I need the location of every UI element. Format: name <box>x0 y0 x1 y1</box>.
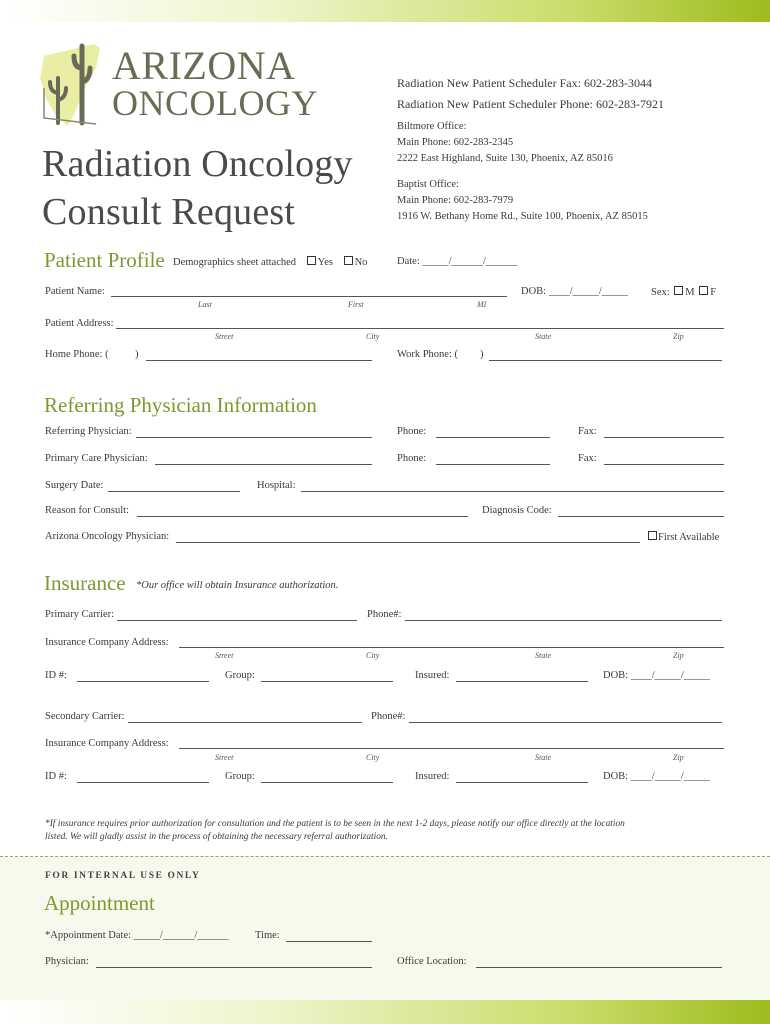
secondary-street-sublabel: Street <box>215 753 234 762</box>
primary-phone-field[interactable] <box>405 620 722 621</box>
pcp-field[interactable] <box>155 464 372 465</box>
baptist-label: Baptist Office: <box>397 179 459 190</box>
referring-physician-field[interactable] <box>136 437 372 438</box>
surgery-date-label: Surgery Date: <box>45 480 104 491</box>
mi-sublabel: MI <box>477 300 487 309</box>
biltmore-label: Biltmore Office: <box>397 121 467 132</box>
work-phone-paren: ) <box>480 349 484 360</box>
demographics-no-checkbox[interactable] <box>344 256 353 265</box>
secondary-insured-field[interactable] <box>456 782 588 783</box>
primary-group-field[interactable] <box>261 681 393 682</box>
appointment-time-field[interactable] <box>286 941 372 942</box>
secondary-id-label: ID #: <box>45 771 67 782</box>
pcp-phone-label: Phone: <box>397 453 427 464</box>
sex-field <box>651 286 716 298</box>
work-phone-label: Work Phone: ( <box>397 349 458 360</box>
reason-field[interactable] <box>137 516 468 517</box>
appointment-heading: Appointment <box>44 891 155 915</box>
secondary-company-address-field[interactable] <box>179 748 724 749</box>
logo-text-oncology: ONCOLOGY <box>112 83 318 123</box>
zip-sublabel: Zip <box>673 332 684 341</box>
yes-label: Yes <box>317 257 333 268</box>
insurance-footnote-line2: listed. We will gladly assist in the process of obtaining the necessary referral authorization. <box>45 832 388 842</box>
logo-text-arizona: ARIZONA <box>112 43 296 88</box>
secondary-phone-label: Phone#: <box>371 711 406 722</box>
patient-name-field[interactable] <box>111 296 507 297</box>
appointment-physician-label: Physician: <box>45 956 89 967</box>
referring-physician-label: Referring Physician: <box>45 426 132 437</box>
city-sublabel: City <box>366 332 380 341</box>
no-label: No <box>354 257 368 268</box>
patient-profile-heading: Patient Profile <box>44 248 165 272</box>
pcp-label: Primary Care Physician: <box>45 453 148 464</box>
last-sublabel: Last <box>198 300 212 309</box>
primary-group-label: Group: <box>225 670 255 681</box>
appointment-date-field[interactable]: *Appointment Date: _____/______/______ <box>45 930 229 941</box>
baptist-address: 1916 W. Bethany Home Rd., Suite 100, Phoenix, AZ 85015 <box>397 211 648 222</box>
state-sublabel: State <box>535 332 551 341</box>
primary-dob-field[interactable]: DOB: ____/_____/_____ <box>603 670 711 681</box>
first-available-option <box>648 531 719 543</box>
insurance-note: *Our office will obtain Insurance authorization. <box>136 580 339 591</box>
primary-id-field[interactable] <box>77 681 209 682</box>
primary-city-sublabel: City <box>366 651 380 660</box>
secondary-state-sublabel: State <box>535 753 551 762</box>
referring-phone-field[interactable] <box>436 437 550 438</box>
pcp-phone-field[interactable] <box>436 464 550 465</box>
secondary-phone-field[interactable] <box>409 722 722 723</box>
top-decorative-bar <box>0 0 770 22</box>
secondary-group-label: Group: <box>225 771 255 782</box>
secondary-id-field[interactable] <box>77 782 209 783</box>
primary-phone-label: Phone#: <box>367 609 402 620</box>
logo <box>36 38 336 128</box>
sex-f-checkbox[interactable] <box>699 286 708 295</box>
az-physician-label: Arizona Oncology Physician: <box>45 531 170 542</box>
primary-carrier-field[interactable] <box>117 620 357 621</box>
contact-fax: Radiation New Patient Scheduler Fax: 602-283-3044 <box>397 76 652 90</box>
patient-address-field[interactable] <box>116 328 724 329</box>
biltmore-phone: Main Phone: 602-283-2345 <box>397 137 514 148</box>
secondary-city-sublabel: City <box>366 753 380 762</box>
primary-carrier-label: Primary Carrier: <box>45 609 115 620</box>
demographics-row <box>173 256 367 268</box>
pcp-fax-label: Fax: <box>578 453 597 464</box>
bottom-decorative-bar <box>0 1000 770 1024</box>
insurance-footnote-line1: *If insurance requires prior authorization for consultation and the patient is to be seen in the next 1-2 days, please notify our office directly at the location <box>45 819 625 829</box>
patient-address-label: Patient Address: <box>45 318 114 329</box>
reason-label: Reason for Consult: <box>45 505 129 516</box>
secondary-company-address-label: Insurance Company Address: <box>45 738 169 749</box>
referring-phone-label: Phone: <box>397 426 427 437</box>
insurance-heading: Insurance <box>44 571 126 595</box>
first-available-label: First Available <box>658 532 720 543</box>
primary-insured-field[interactable] <box>456 681 588 682</box>
primary-insured-label: Insured: <box>415 670 450 681</box>
demographics-label: Demographics sheet attached <box>173 257 297 268</box>
primary-company-address-label: Insurance Company Address: <box>45 637 169 648</box>
primary-state-sublabel: State <box>535 651 551 660</box>
referring-physician-heading: Referring Physician Information <box>44 393 317 417</box>
appointment-time-label: Time: <box>255 930 280 941</box>
street-sublabel: Street <box>215 332 234 341</box>
page-title-line1: Radiation Oncology <box>42 143 353 185</box>
az-physician-field[interactable] <box>176 542 640 543</box>
biltmore-address: 2222 East Highland, Suite 130, Phoenix, AZ 85016 <box>397 153 613 164</box>
hospital-label: Hospital: <box>257 480 296 491</box>
referring-fax-field[interactable] <box>604 437 724 438</box>
page-title-line2: Consult Request <box>42 191 296 233</box>
secondary-group-field[interactable] <box>261 782 393 783</box>
home-phone-label: Home Phone: ( <box>45 349 109 360</box>
first-available-checkbox[interactable] <box>648 531 657 540</box>
home-phone-field[interactable] <box>146 360 372 361</box>
primary-company-address-field[interactable] <box>179 647 724 648</box>
diagnosis-field[interactable] <box>558 516 724 517</box>
baptist-phone: Main Phone: 602-283-7979 <box>397 195 514 206</box>
diagnosis-label: Diagnosis Code: <box>482 505 552 516</box>
sex-m-label: M <box>685 287 695 298</box>
date-field[interactable]: Date: _____/______/______ <box>397 256 518 267</box>
referring-fax-label: Fax: <box>578 426 597 437</box>
office-location-field[interactable] <box>476 967 722 968</box>
demographics-yes-checkbox[interactable] <box>307 256 316 265</box>
home-phone-paren: ) <box>135 349 139 360</box>
secondary-carrier-field[interactable] <box>128 722 362 723</box>
secondary-insured-label: Insured: <box>415 771 450 782</box>
work-phone-field[interactable] <box>489 360 722 361</box>
office-location-label: Office Location: <box>397 956 467 967</box>
first-sublabel: First <box>348 300 364 309</box>
cactus-logo-icon <box>36 38 106 128</box>
primary-street-sublabel: Street <box>215 651 234 660</box>
sex-m-checkbox[interactable] <box>674 286 683 295</box>
surgery-date-field[interactable] <box>108 491 240 492</box>
sex-f-label: F <box>710 287 717 298</box>
hospital-field[interactable] <box>301 491 724 492</box>
secondary-dob-field[interactable]: DOB: ____/_____/_____ <box>603 771 711 782</box>
secondary-carrier-label: Secondary Carrier: <box>45 711 125 722</box>
contact-phone: Radiation New Patient Scheduler Phone: 602-283-7921 <box>397 97 664 111</box>
patient-name-label: Patient Name: <box>45 286 105 297</box>
secondary-zip-sublabel: Zip <box>673 753 684 762</box>
primary-id-label: ID #: <box>45 670 67 681</box>
pcp-fax-field[interactable] <box>604 464 724 465</box>
internal-use-label: FOR INTERNAL USE ONLY <box>45 871 201 881</box>
appointment-physician-field[interactable] <box>96 967 372 968</box>
primary-zip-sublabel: Zip <box>673 651 684 660</box>
patient-dob-field[interactable]: DOB: ____/_____/_____ <box>521 286 629 297</box>
sex-label: Sex: <box>651 287 670 298</box>
